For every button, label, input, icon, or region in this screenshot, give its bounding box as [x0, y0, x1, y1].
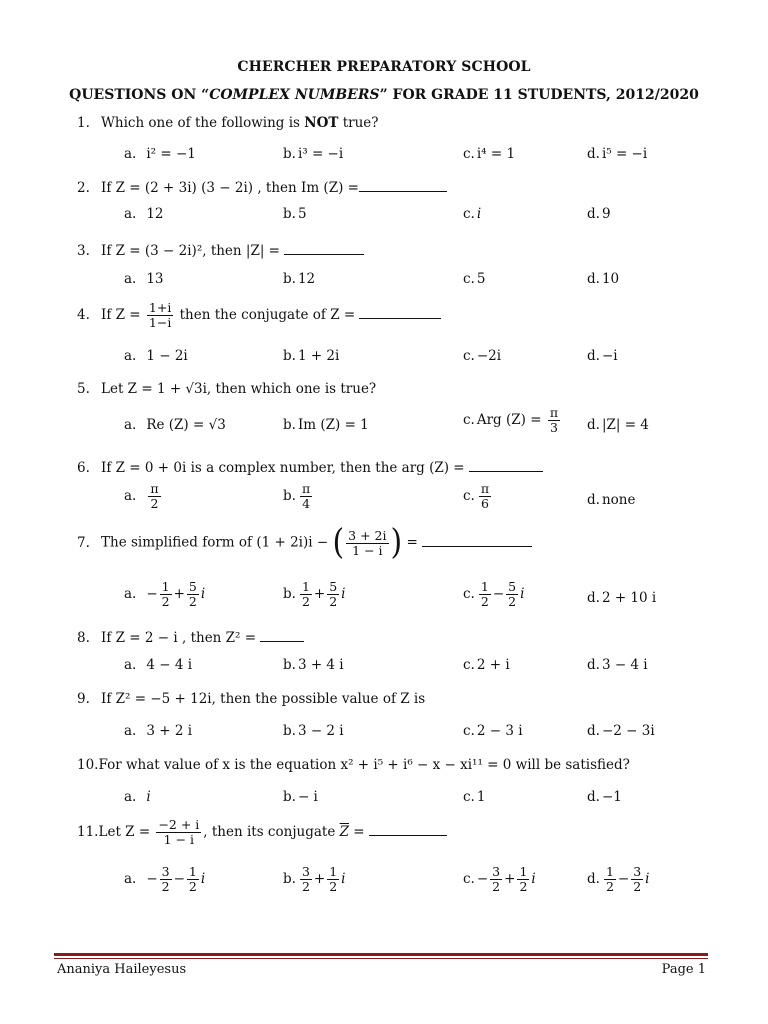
q7-option-a: a. − $\frac{1}{2}$ + $\frac{5}{2}$ i [124, 579, 206, 609]
q1-option-d: d. i⁵ = −i [587, 146, 648, 162]
q7-option-b: b. $\frac{1}{2}$ + $\frac{5}{2}$ i [283, 579, 346, 609]
q4-fraction: $\frac{1+i}{1-i}$ [148, 300, 172, 330]
q3-option-c: c. 5 [463, 271, 486, 287]
q10-option-a: a. i [124, 789, 151, 805]
q1-option-a: a. i² = −1 [124, 146, 196, 162]
q10-option-d: d. −1 [587, 789, 622, 805]
question-8: 8. If Z = 2 − i , then Z² = [77, 627, 304, 646]
q1-option-c: c. i⁴ = 1 [463, 146, 516, 162]
q11-option-a: a. − $\frac{3}{2}$ − $\frac{1}{2}$ i [124, 864, 206, 894]
q2-option-a: a. 12 [124, 206, 164, 222]
q2-option-c: c. i [463, 206, 482, 222]
q1-option-b: b. i³ = −i [283, 146, 344, 162]
q9-option-c: c. 2 − 3 i [463, 723, 523, 739]
question-3: 3. If Z = (3 − 2i)², then |Z| = [77, 240, 364, 259]
q5-option-b: b. Im (Z) = 1 [283, 417, 369, 433]
q2-option-d: d. 9 [587, 206, 611, 222]
q4-option-d: d. −i [587, 348, 618, 364]
q3-option-a: a. 13 [124, 271, 164, 287]
q6-option-d: d. none [587, 492, 636, 508]
q4-option-c: c. −2i [463, 348, 502, 364]
q8-option-b: b. 3 + 4 i [283, 657, 344, 673]
q5-option-c: c. Arg (Z) = $\frac{\pi}{3}$ [463, 405, 559, 435]
q8-option-c: c. 2 + i [463, 657, 510, 673]
q7-option-d: d. 2 + 10 i [587, 590, 657, 606]
q6-option-b: b. $\frac{\pi}{4}$ [283, 481, 311, 511]
q10-option-b: b. − i [283, 789, 318, 805]
question-11: 11.Let Z = $\frac{-2 + i}{1 - i}$ , then its conjugate $\overline{Z}$ = [77, 818, 447, 847]
question-6: 6. If Z = 0 + 0i is a complex number, then the arg (Z) = [77, 457, 543, 476]
question-7: 7. The simplified form of (1 + 2i)i − ( $\frac{3 + 2i}{1 - i}$ ) = [77, 528, 532, 558]
school-name: CHERCHER PREPARATORY SCHOOL [237, 59, 531, 75]
q9-option-d: d. −2 − 3i [587, 723, 655, 739]
q8-option-a: a. 4 − 4 i [124, 657, 193, 673]
question-1: 1. Which one of the following is NOT true? [77, 115, 379, 131]
q7-option-c: c. $\frac{1}{2}$ − $\frac{5}{2}$ i [463, 579, 525, 609]
question-10: 10.For what value of x is the equation x² + i⁵ + i⁶ − x − xi¹¹ = 0 will be satisfied? [77, 757, 630, 773]
q6-option-c: c. $\frac{\pi}{6}$ [463, 481, 490, 511]
q5-option-a: a. Re (Z) = √3 [124, 417, 226, 433]
footer-rule-thin [54, 958, 708, 959]
question-9: 9. If Z² = −5 + 12i, then the possible value of Z is [77, 691, 426, 707]
exam-title: QUESTIONS ON “COMPLEX NUMBERS” FOR GRADE 11 STUDENTS, 2012/2020 [69, 87, 699, 103]
q2-option-b: b. 5 [283, 206, 307, 222]
q10-option-c: c. 1 [463, 789, 486, 805]
footer-rule-thick [54, 953, 708, 956]
q6-option-a: a. $\frac{\pi}{2}$ [124, 481, 159, 511]
question-2: 2. If Z = (2 + 3i) (3 − 2i) , then Im (Z) = [77, 177, 447, 196]
q11-option-d: d. $\frac{1}{2}$ − $\frac{3}{2}$ i [587, 864, 650, 894]
q5-option-d: d. |Z| = 4 [587, 417, 649, 433]
q9-option-a: a. 3 + 2 i [124, 723, 193, 739]
footer-page-number: Page 1 [661, 962, 706, 977]
q4-option-a: a. 1 − 2i [124, 348, 188, 364]
question-4: 4. If Z = $\frac{1+i}{1-i}$ then the conjugate of Z = [77, 301, 441, 330]
q4-option-b: b. 1 + 2i [283, 348, 340, 364]
q8-option-d: d. 3 − 4 i [587, 657, 648, 673]
question-5: 5. Let Z = 1 + √3i, then which one is true? [77, 381, 377, 397]
footer-author: Ananiya Haileyesus [57, 962, 187, 977]
q11-option-c: c. − $\frac{3}{2}$ + $\frac{1}{2}$ i [463, 864, 536, 894]
q3-option-d: d. 10 [587, 271, 620, 287]
q3-option-b: b. 12 [283, 271, 316, 287]
q11-option-b: b. $\frac{3}{2}$ + $\frac{1}{2}$ i [283, 864, 346, 894]
q9-option-b: b. 3 − 2 i [283, 723, 344, 739]
